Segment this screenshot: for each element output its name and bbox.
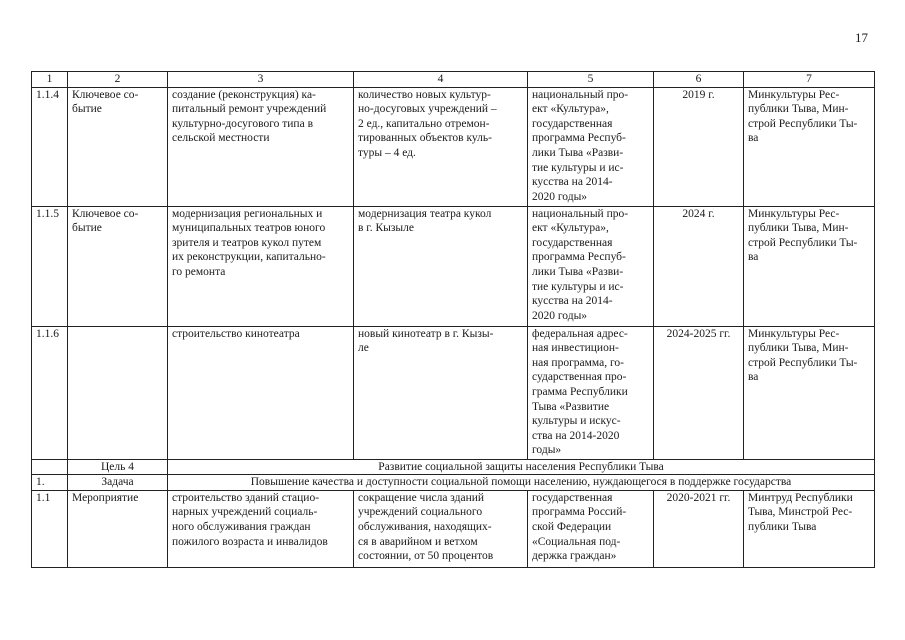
row-action: создание (реконструкция) ка- питальный ремонт учреждений культурно-досугового типа в сельской местности: [168, 87, 354, 206]
row-term: 2019 г.: [654, 87, 744, 206]
row-term: 2024-2025 гг.: [654, 326, 744, 459]
column-header: 7: [744, 72, 875, 88]
row-action: строительство зданий стацио- нарных учреждений социаль- ного обслуживания граждан пожилого возраста и инвалидов: [168, 490, 354, 567]
row-responsible: Минкультуры Рес- публики Тыва, Мин- строй Республики Ты- ва: [744, 87, 875, 206]
column-header: 5: [528, 72, 654, 88]
row-result: новый кинотеатр в г. Кызы- ле: [354, 326, 528, 459]
goal-text: Развитие социальной защиты населения Республики Тыва: [168, 459, 875, 475]
plan-table: [31, 71, 875, 568]
row-responsible: Минтруд Республики Тыва, Минстрой Рес- публики Тыва: [744, 490, 875, 567]
row-result: сокращение числа зданий учреждений социального обслуживания, находящих- ся в аварийном и ветхом состоянии, от 50 процентов: [354, 490, 528, 567]
row-responsible: Минкультуры Рес- публики Тыва, Мин- строй Республики Ты- ва: [744, 326, 875, 459]
row-number: 1.1: [32, 490, 68, 567]
column-header: 2: [68, 72, 168, 88]
column-header: 4: [354, 72, 528, 88]
row-type: Мероприятие: [68, 490, 168, 567]
row-program: национальный про- ект «Культура», государственная программа Респуб- лики Тыва «Разви- тие культуры и ис- кусства на 2014- 2020 годы»: [528, 87, 654, 206]
table-row: [32, 490, 875, 567]
table-row: [32, 326, 875, 459]
row-term: 2024 г.: [654, 206, 744, 326]
column-header: 6: [654, 72, 744, 88]
row-program: государственная программа Россий- ской Федерации «Социальная под- держка граждан»: [528, 490, 654, 567]
column-header: 3: [168, 72, 354, 88]
row-type: [68, 326, 168, 459]
row-result: модернизация театра кукол в г. Кызыле: [354, 206, 528, 326]
row-program: национальный про- ект «Культура», государственная программа Респуб- лики Тыва «Разви- тие культуры и ис- кусства на 2014- 2020 годы»: [528, 206, 654, 326]
table-header-row: [32, 72, 875, 88]
page-number: 17: [855, 30, 868, 45]
row-responsible: Минкультуры Рес- публики Тыва, Мин- строй Республики Ты- ва: [744, 206, 875, 326]
row-number: 1.1.5: [32, 206, 68, 326]
task-number: 1.: [32, 475, 68, 491]
goal-row: [32, 459, 875, 475]
task-row: [32, 475, 875, 491]
task-text: Повышение качества и доступности социальной помощи населению, нуждающегося в поддержке государства: [168, 475, 875, 491]
goal-number-cell: [32, 459, 68, 475]
row-number: 1.1.4: [32, 87, 68, 206]
row-type: Ключевое со- бытие: [68, 87, 168, 206]
table-row: [32, 87, 875, 206]
task-label: Задача: [68, 475, 168, 491]
row-result: количество новых культур- но-досуговых учреждений – 2 ед., капитально отремон- тированных объектов куль- туры – 4 ед.: [354, 87, 528, 206]
table-row: [32, 206, 875, 326]
row-action: модернизация региональных и муниципальных театров юного зрителя и театров кукол путем их реконструкции, капитально- го ремонта: [168, 206, 354, 326]
goal-label: Цель 4: [68, 459, 168, 475]
row-term: 2020-2021 гг.: [654, 490, 744, 567]
column-header: 1: [32, 72, 68, 88]
row-program: федеральная адрес- ная инвестицион- ная программа, го- сударственная про- грамма Республики Тыва «Развитие культуры и искус- ства на 2014-2020 годы»: [528, 326, 654, 459]
row-type: Ключевое со- бытие: [68, 206, 168, 326]
row-action: строительство кинотеатра: [168, 326, 354, 459]
row-number: 1.1.6: [32, 326, 68, 459]
